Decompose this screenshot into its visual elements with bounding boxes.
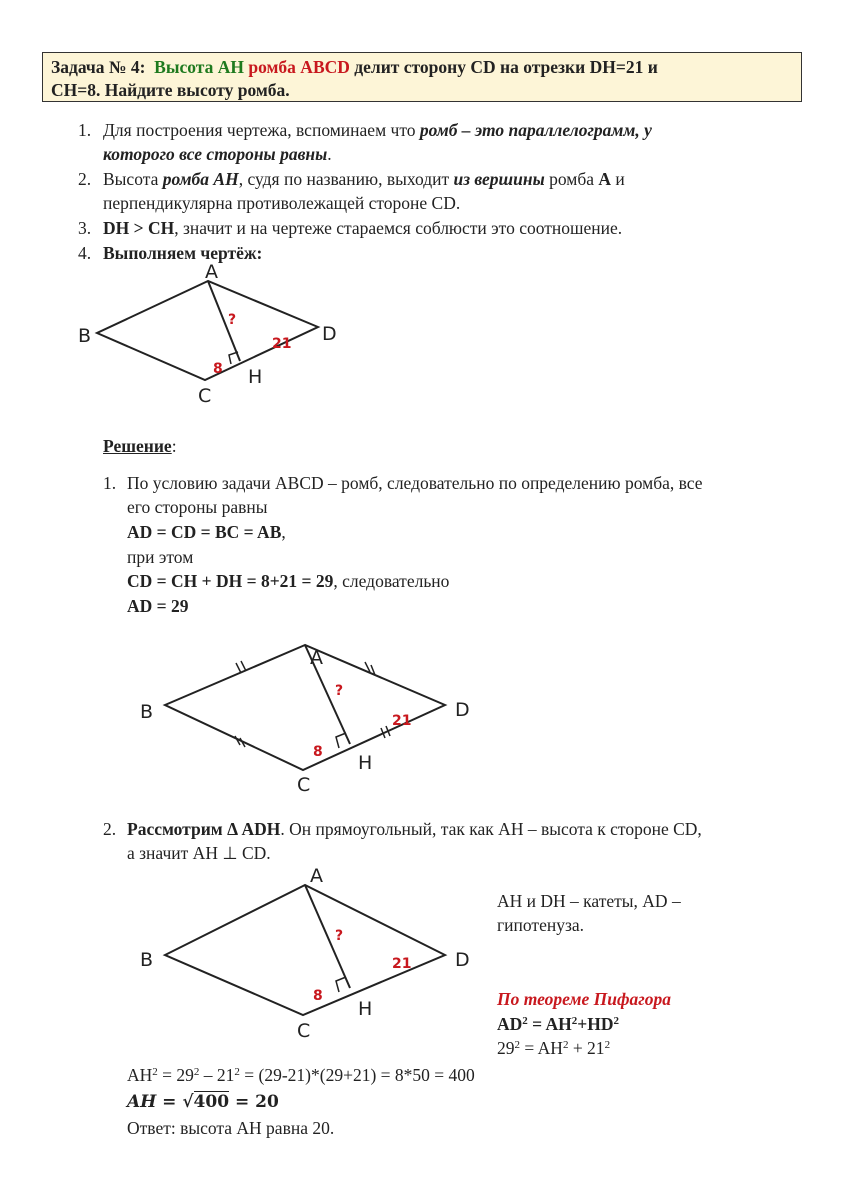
equal-sides: AD = CD = BC = AB, xyxy=(127,522,286,542)
svg-text:?: ? xyxy=(335,928,344,944)
step-3-text: DH > CH, значит и на чертеже стараемся соблюсти это соотношение. xyxy=(103,218,623,238)
vertex-a-label: A xyxy=(205,261,218,283)
rhombus-diagram-2 xyxy=(165,645,445,770)
equal-tick-marks xyxy=(235,661,390,747)
vertex-b-label: B xyxy=(78,325,92,347)
step-4-text: Выполняем чертёж: xyxy=(103,243,263,263)
svg-text:21: 21 xyxy=(392,956,412,972)
step-2: 2. xyxy=(78,169,92,189)
calculation: $AH^2 = 29^2 - 21^2 = (29-21)*(29+21) = 8*50 = 400$ xyxy=(127,1065,475,1085)
svg-text:D: D xyxy=(455,699,470,721)
svg-text:D: D xyxy=(455,949,470,971)
svg-text:?: ? xyxy=(335,683,344,699)
step-1-text-2: которого все стороны равны. xyxy=(103,144,332,164)
task-height: Высота AH xyxy=(154,57,244,77)
cd-sum: CD = CH + DH = 8+21 = 29, следовательно xyxy=(127,571,450,591)
result: AH = √400 = 20 xyxy=(127,1092,279,1112)
solution-step-1: 1. xyxy=(103,473,117,493)
step-1: 1. xyxy=(78,120,92,140)
legs-text: AH и DH – катеты, AD – xyxy=(497,891,681,911)
vertex-c-label: C xyxy=(198,385,212,407)
svg-text:8: 8 xyxy=(313,744,323,760)
step-4: 4. xyxy=(78,243,92,263)
ad-value: AD = 29 xyxy=(127,596,189,616)
svg-text:C: C xyxy=(297,774,311,796)
vertex-d-label: D xyxy=(322,323,337,345)
text: а значит AH ⊥ CD. xyxy=(127,843,271,863)
svg-text:A: A xyxy=(310,865,323,887)
dh-length-label: 21 xyxy=(272,336,292,352)
task-label: Задача № 4: xyxy=(51,57,146,77)
theorem-title: По теореме Пифагора xyxy=(497,989,671,1009)
svg-text:H: H xyxy=(358,998,373,1020)
step-1-text: Для построения чертежа, вспоминаем что ромб – это параллелограмм, у xyxy=(103,120,652,140)
hypotenuse-text: гипотенуза. xyxy=(497,915,585,935)
svg-text:C: C xyxy=(297,1020,311,1042)
text: По условию задачи ABCD – ромб, следовательно по определению ромба, все xyxy=(127,473,703,493)
ch-length-label: 8 xyxy=(213,361,223,377)
task-rhombus: ромба ABCD xyxy=(248,57,350,77)
solution-heading: Решение: xyxy=(103,436,177,456)
point-h-label: H xyxy=(248,366,263,388)
step-2-text: Высота ромба AH, судя по названию, выходит из вершины ромба A и xyxy=(103,169,625,189)
svg-text:B: B xyxy=(140,701,154,723)
text: при этом xyxy=(127,547,194,567)
svg-text:B: B xyxy=(140,949,154,971)
step-2-text-2: перпендикулярна противолежащей стороне CD. xyxy=(103,193,461,213)
pythagoras-substituted: $29^2 = AH^2 + 21^2$ xyxy=(497,1038,611,1058)
svg-text:A: A xyxy=(310,647,323,669)
pythagoras-formula: $AD^2 = AH^2+HD^2$ xyxy=(497,1014,620,1034)
svg-text:8: 8 xyxy=(313,988,323,1004)
rhombus-diagram-3 xyxy=(165,885,445,1015)
svg-text:21: 21 xyxy=(392,713,412,729)
svg-text:H: H xyxy=(358,752,373,774)
text: Рассмотрим Δ ADH. Он прямоугольный, так как AH – высота к стороне CD, xyxy=(127,819,702,839)
step-3: 3. xyxy=(78,218,92,238)
rhombus-diagram-1 xyxy=(97,281,318,380)
solution-step-2: 2. xyxy=(103,819,117,839)
task-text-2: CH=8. Найдите высоту ромба. xyxy=(51,80,290,100)
answer: Ответ: высота AH равна 20. xyxy=(127,1118,335,1138)
task-text: делит сторону CD на отрезки DH=21 и xyxy=(354,57,658,77)
text: его стороны равны xyxy=(127,497,268,517)
unknown-height-label: ? xyxy=(228,312,237,328)
